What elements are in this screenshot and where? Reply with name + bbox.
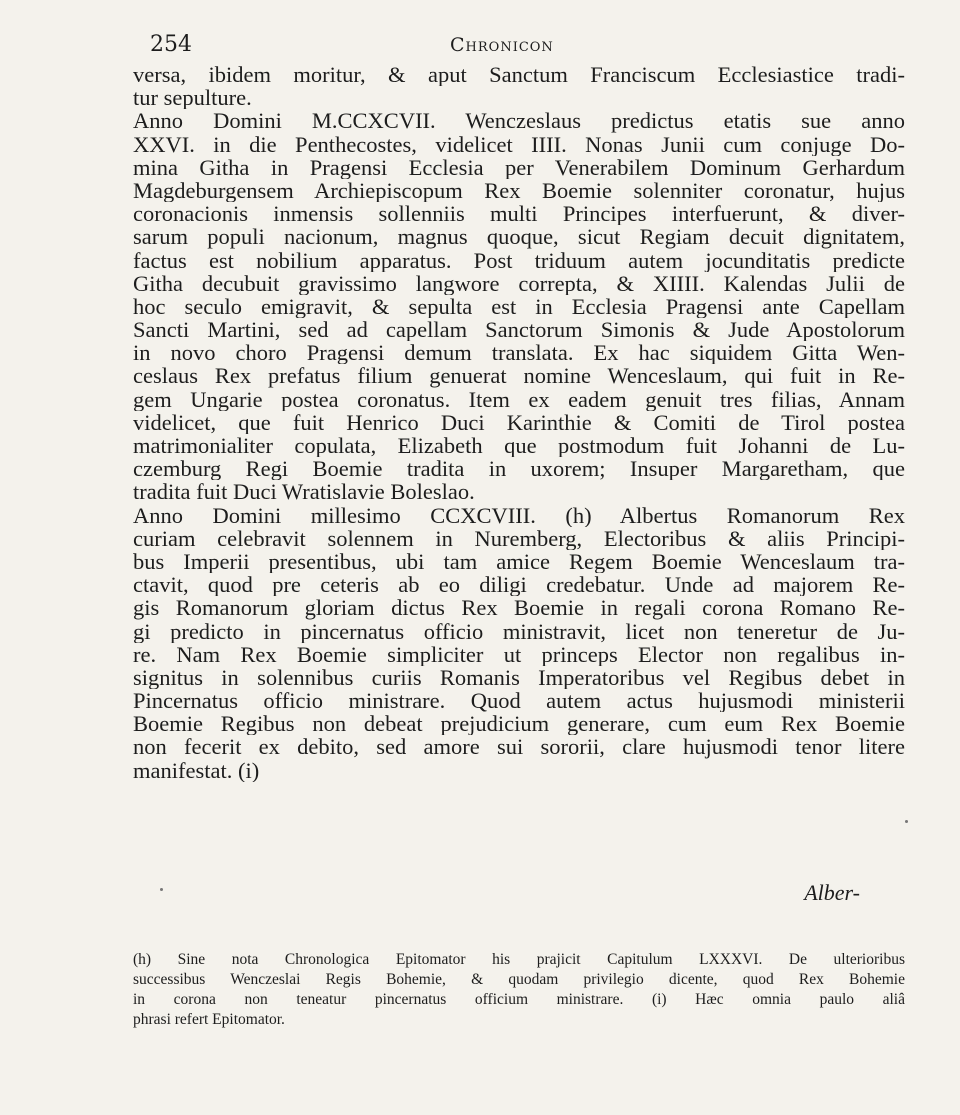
text-line: Magdeburgensem Archiepiscopum Rex Boemie solenniter coronatur, hujus xyxy=(133,178,905,203)
text-line: gi predicto in pincernatus officio ministravit, licet non teneretur de Ju- xyxy=(133,619,905,643)
text-line: gem Ungarie postea coronatus. Item ex eadem genuit tres filias, Annam xyxy=(133,387,905,411)
paper-speck xyxy=(160,888,163,891)
text-line: Pincernatus officio ministrare. Quod autem actus hujusmodi ministerii xyxy=(133,689,905,713)
text-line: in novo choro Pragensi demum translata. Ex hac siquidem Gitta Wen- xyxy=(133,341,905,365)
text-line: curiam celebravit solennem in Nuremberg, Electoribus & aliis Principi- xyxy=(133,526,905,550)
footnote-line: (h) Sine nota Chronologica Epitomator his prajicit Capitulum LXXXVI. De ulterioribus xyxy=(133,951,905,968)
text-line: mina Githa in Pragensi Ecclesia per Venerabilem Dominum Gerhardum xyxy=(133,155,905,179)
text-line: matrimonialiter copulata, Elizabeth que postmodum fuit Johanni de Lu- xyxy=(133,434,905,458)
main-text xyxy=(133,63,905,782)
text-line: tradita fuit Duci Wratislavie Boleslao. xyxy=(133,480,475,504)
text-line: czemburg Regi Boemie tradita in uxorem; Insuper Margaretham, que xyxy=(133,457,905,481)
paper-speck xyxy=(905,820,908,823)
text-line: coronacionis inmensis sollenniis multi Principes interfuerunt, & diver- xyxy=(133,202,905,226)
footnote-line: phrasi refert Epitomator. xyxy=(133,1011,285,1028)
text-line: XXVI. in die Penthecostes, videlicet IIII. Nonas Junii cum conjuge Do- xyxy=(133,132,905,156)
text-line: tur sepulture. xyxy=(133,86,252,110)
running-head: Chronicon xyxy=(450,34,554,56)
text-line: non fecerit ex debito, sed amore sui sororii, clare hujusmodi tenor litere xyxy=(133,735,905,759)
footnote-line: in corona non teneatur pincernatus officium ministrare. (i) Hæc omnia paulo aliâ xyxy=(133,991,905,1008)
footnote-line: successibus Wenczeslai Regis Bohemie, & quodam privilegio dicente, quod Rex Bohemie xyxy=(133,971,905,988)
text-line: Anno Domini millesimo CCXCVIII. (h) Albertus Romanorum Rex xyxy=(133,503,905,527)
text-line: Sancti Martini, sed ad capellam Sanctorum Simonis & Jude Apostolorum xyxy=(133,318,905,342)
text-line: ceslaus Rex prefatus filium genuerat nomine Wenceslaum, qui fuit in Re- xyxy=(133,364,905,388)
text-line: Anno Domini M.CCXCVII. Wenczeslaus predictus etatis sue anno xyxy=(133,109,905,133)
text-line: ctavit, quod pre ceteris ab eo diligi credebatur. Unde ad majorem Re- xyxy=(133,573,905,597)
text-line: videlicet, que fuit Henrico Duci Karinthie & Comiti de Tirol postea xyxy=(133,410,905,434)
catchword: Alber- xyxy=(804,880,860,905)
page-header xyxy=(150,32,910,62)
text-line: bus Imperii presentibus, ubi tam amice Regem Boemie Wenceslaum tra- xyxy=(133,549,905,574)
text-line: manifestat. (i) xyxy=(133,758,260,782)
page-number: 254 xyxy=(150,32,192,57)
text-line: sarum populi nacionum, magnus quoque, sicut Regiam decuit dignitatem, xyxy=(133,225,905,249)
text-line: re. Nam Rex Boemie simpliciter ut princeps Elector non regalibus in- xyxy=(133,642,905,666)
text-line: hoc seculo emigravit, & sepulta est in Ecclesia Pragensi ante Capellam xyxy=(133,294,905,319)
text-line: signitus in solennibus curiis Romanis Imperatoribus vel Regibus debet in xyxy=(133,665,905,690)
text-line: factus est nobilium apparatus. Post triduum autem jocunditatis predicte xyxy=(133,248,905,272)
text-line: Boemie Regibus non debeat prejudicium generare, cum eum Rex Boemie xyxy=(133,712,905,736)
text-line: versa, ibidem moritur, & aput Sanctum Franciscum Ecclesiastice tradi- xyxy=(133,63,905,87)
footnotes xyxy=(133,950,905,1030)
text-line: Githa decubuit gravissimo langwore correpta, & XIIII. Kalendas Julii de xyxy=(133,271,905,295)
text-line: gis Romanorum gloriam dictus Rex Boemie in regali corona Romano Re- xyxy=(133,596,905,620)
